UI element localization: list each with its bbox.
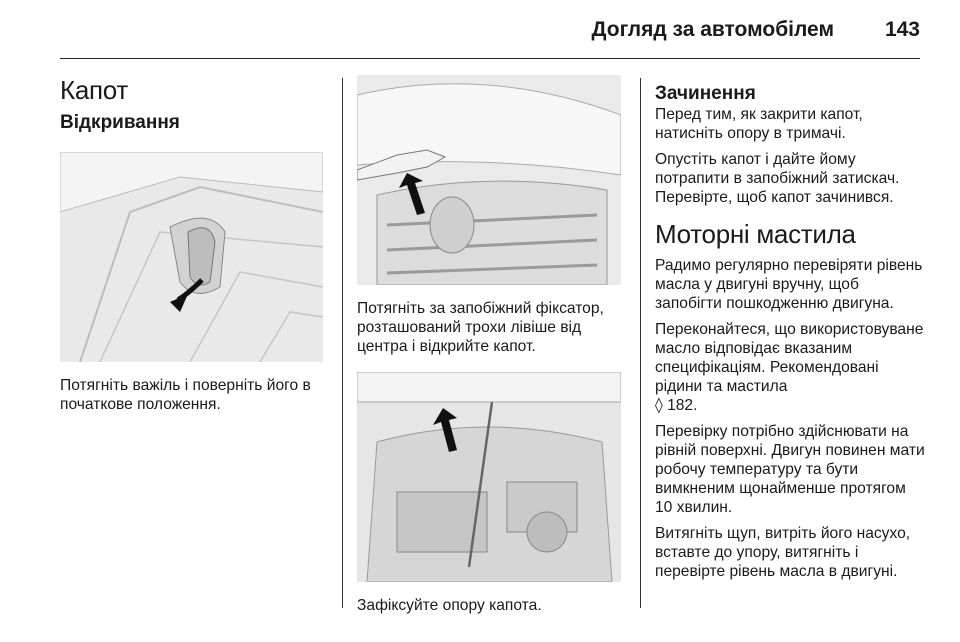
column-1 [60,75,328,414]
column-divider-1 [342,78,343,608]
figure-1-caption: Потягніть важіль і поверніть його в початкове положення. [60,377,311,413]
figure-2-caption: Потягніть за запобіжний фіксатор, розташований трохи лівіше від центра і відкрийте капот. [357,300,604,355]
subsection-title-opening: Відкривання [60,112,180,133]
oil-paragraph-2 [655,320,925,415]
figure-hood-support-rod [357,372,621,582]
column-divider-2 [640,78,641,608]
page-reference-number[interactable]: 182. [667,397,698,414]
running-title: Догляд за автомобілем [591,18,834,41]
page-reference-icon: ◊ [655,396,663,414]
figure-safety-catch [357,75,621,285]
page-header [60,18,920,59]
figure-3-caption: Зафіксуйте опору капота. [357,597,542,614]
oil-paragraph-2-text: Переконайтеся, що використовуване масло відповідає вказаним специфікаціям. Рекомендовані рідини та мастила [655,321,924,395]
column-3 [655,75,925,581]
oil-paragraph-3: Перевірку потрібно здійснювати на рівній поверхні. Двигун повинен мати робочу температуру та бути вимкненим щонайменше протягом 10 хвилин. [655,423,925,516]
closing-paragraph-1: Перед тим, як закрити капот, натисніть опору в тримачі. [655,106,863,142]
closing-paragraph-2: Опустіть капот і дайте йому потрапити в запобіжний затискач. Перевірте, щоб капот зачинився. [655,151,900,206]
figure-hood-release-lever [60,152,323,362]
oil-paragraph-1: Радимо регулярно перевіряти рівень масла у двигуні вручну, щоб запобігти пошкодженню двигуна. [655,257,923,312]
column-2 [357,75,627,615]
oil-paragraph-4: Витягніть щуп, витріть його насухо, вставте до упору, витягніть і перевірте рівень масла в двигуні. [655,525,911,580]
section-title-engine-oil: Моторні мастила [655,219,856,249]
page-number: 143 [884,18,920,41]
subsection-title-closing: Зачинення [655,83,756,104]
section-title-hood: Капот [60,75,128,105]
